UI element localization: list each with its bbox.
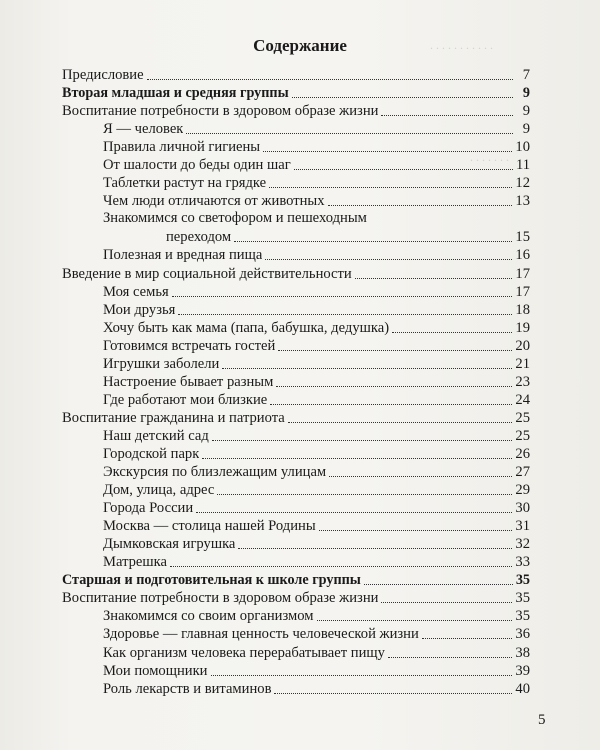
page-title: Содержание [253,36,347,55]
toc-entry-page: 17 [515,283,530,300]
toc-entry-page: 12 [515,175,530,192]
toc-entry [62,174,530,192]
toc-entry-title: Чем люди отличаются от животных [103,193,325,210]
dot-leader [329,476,512,477]
toc-entry-title: Города России [103,500,194,517]
toc-entry-page: 25 [515,409,530,426]
toc-entry [62,283,530,301]
dot-leader [238,548,512,549]
toc-entry-title: Введение в мир социальной действительности [62,265,352,282]
dot-leader [222,368,512,369]
dot-leader [217,494,512,495]
dot-leader [202,458,512,459]
bleed-through: . . . . . . . [470,150,509,164]
dot-leader [381,602,512,603]
dot-leader [274,693,512,694]
toc-entry-title: Дом, улица, адрес [103,482,215,499]
toc-entry-page: 13 [515,193,530,210]
toc-entry [62,643,530,661]
toc-entry [62,264,530,282]
toc-entry [62,607,530,625]
toc-entry-page: 20 [515,337,530,354]
dot-leader [178,314,512,315]
dot-leader [172,296,513,297]
toc-entry-title: Москва — столица нашей Родины [103,518,316,535]
toc-entry [62,138,530,156]
toc-entry [62,662,530,680]
dot-leader [263,151,512,152]
toc-entry-title: Готовимся встречать гостей [103,337,276,354]
toc-entry-page: 26 [515,445,530,462]
toc-entry-title-continued: переходом [166,229,232,246]
toc-entry-title: Экскурсия по близлежащим улицам [103,464,327,481]
toc-entry-title: Здоровье — главная ценность человеческой жизни [103,626,419,643]
toc-entry [62,445,530,463]
toc-entry-page: 7 [522,67,530,84]
toc-entry [62,535,530,553]
toc-entry-page: 17 [515,265,530,282]
toc-entry-page: 32 [515,536,530,553]
toc-section-heading [62,84,530,102]
toc-entry-page: 33 [515,554,530,571]
toc-entry-page: 9 [522,85,530,102]
toc-entry [62,517,530,535]
dot-leader [278,350,512,351]
toc-entry [62,355,530,373]
toc-entry-title: Роль лекарств и витаминов [103,680,272,697]
dot-leader [294,169,513,170]
page-number: 5 [538,712,546,728]
toc-entry-title: Где работают мои близкие [103,391,268,408]
toc-entry-title: Старшая и подготовительная к школе группы [62,572,361,589]
toc-entry-page: 18 [515,301,530,318]
dot-leader [381,115,513,116]
toc-entry-page: 23 [515,373,530,390]
toc-entry-title: Мои друзья [103,301,176,318]
toc-entry [62,589,530,607]
toc-entry-title: Мои помощники [103,662,208,679]
toc-entry [62,427,530,445]
toc-entry-title: Хочу быть как мама (папа, бабушка, дедушка) [103,319,390,336]
toc-entry [62,409,530,427]
toc-entry-page: 35 [515,608,530,625]
toc-entry-title: Вторая младшая и средняя группы [62,85,289,102]
toc-entry-title: Моя семья [103,283,169,300]
dot-leader [211,675,513,676]
toc-entry [62,625,530,643]
dot-leader [265,259,512,260]
dot-leader [364,584,513,585]
toc-entry [62,246,530,264]
toc-entry-page: 9 [522,121,530,138]
toc-entry-page: 24 [515,391,530,408]
toc-entry-title: Правила личной гигиены [103,139,261,156]
toc-entry [62,210,530,246]
toc-entry-page: 35 [515,590,530,607]
toc-entry [62,337,530,355]
toc-entry-title: Настроение бывает разным [103,373,274,390]
dot-leader [328,205,513,206]
toc-entry [62,102,530,120]
dot-leader [147,79,513,80]
dot-leader [317,620,513,621]
toc-section-heading [62,571,530,589]
bleed-through: . . . . . . . [470,340,509,354]
toc-entry-page: 27 [515,464,530,481]
table-of-contents [62,66,530,698]
dot-leader [269,187,512,188]
toc-entry-title: Полезная и вредная пища [103,247,263,264]
toc-entry-title: Воспитание потребности в здоровом образе жизни [62,590,379,607]
toc-entry-page: 15 [515,229,530,246]
toc-entry-page: 35 [515,572,530,589]
toc-entry-title: Городской парк [103,445,200,462]
dot-leader [186,133,513,134]
toc-entry-page: 39 [515,662,530,679]
toc-entry [62,391,530,409]
toc-entry [62,156,530,174]
dot-leader [292,97,513,98]
dot-leader [355,278,513,279]
dot-leader [276,386,512,387]
toc-entry-title: От шалости до беды один шаг [103,157,291,174]
dot-leader [422,638,513,639]
toc-entry-title: Игрушки заболели [103,355,220,372]
dot-leader [388,657,512,658]
bleed-through: . . . . . . [480,520,513,534]
toc-entry-title: Таблетки растут на грядке [103,175,267,192]
dot-leader [270,404,512,405]
toc-entry-page: 36 [515,626,530,643]
toc-entry-title: Я — человек [103,121,184,138]
dot-leader [170,566,512,567]
toc-entry-title: Матрешка [103,554,167,571]
toc-entry-page: 38 [515,644,530,661]
toc-entry-page: 29 [515,482,530,499]
dot-leader [288,422,513,423]
toc-entry-page: 40 [515,680,530,697]
toc-entry [62,481,530,499]
toc-entry-page: 16 [515,247,530,264]
dot-leader [212,440,513,441]
toc-entry [62,319,530,337]
toc-entry [62,499,530,517]
toc-entry [62,553,530,571]
toc-entry-title: Дымковская игрушка [103,536,236,553]
bleed-through: . . . . . . . . . . . [430,38,493,52]
toc-entry-title: Предисловие [62,67,144,84]
toc-entry [62,373,530,391]
toc-entry-title: Наш детский сад [103,427,209,444]
toc-entry-page: 21 [515,355,530,372]
toc-entry [62,463,530,481]
toc-entry [62,66,530,84]
toc-entry [62,301,530,319]
toc-entry-page: 25 [515,427,530,444]
toc-entry-page: 10 [515,139,530,156]
toc-entry-page: 11 [515,157,530,174]
dot-leader [392,332,512,333]
toc-entry-page: 31 [515,518,530,535]
toc-entry-page: 19 [515,319,530,336]
toc-entry [62,120,530,138]
toc-entry-title: Воспитание потребности в здоровом образе жизни [62,103,379,120]
toc-entry-title: Знакомимся со светофором и пешеходным [103,210,367,227]
dot-leader [319,530,513,531]
toc-entry-title: Воспитание гражданина и патриота [62,409,285,426]
toc-entry [62,680,530,698]
toc-entry-title: Знакомимся со своим организмом [103,608,314,625]
dot-leader [196,512,512,513]
toc-entry-title: Как организм человека перерабатывает пищу [103,644,385,661]
toc-entry-page: 9 [522,103,530,120]
dot-leader [234,241,512,242]
toc-entry [62,192,530,210]
toc-entry-page: 30 [515,500,530,517]
